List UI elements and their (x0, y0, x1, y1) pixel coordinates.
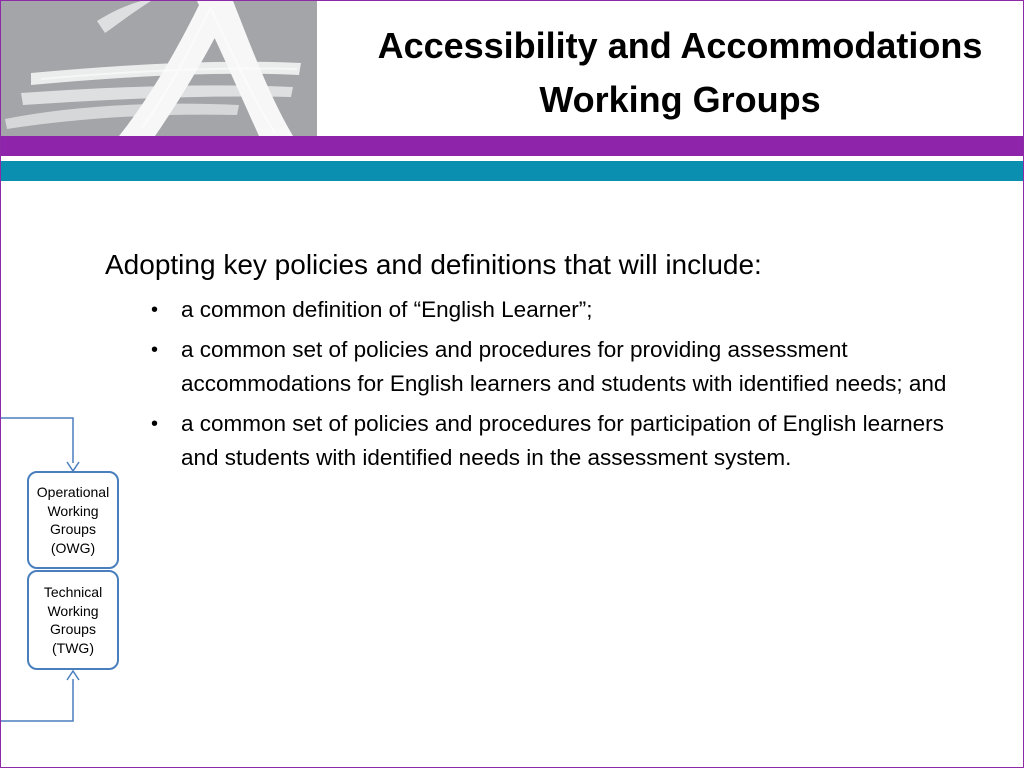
slide-title (337, 19, 1023, 127)
bullet-text: a common set of policies and procedures for providing assessment accommodations for English learners and students with identified needs; and (181, 337, 947, 396)
bullet-dot-icon: • (151, 339, 159, 361)
bullet-text: a common definition of “English Learner”; (181, 297, 593, 322)
owg-line: Operational (36, 484, 110, 500)
arrow-up-icon (67, 671, 79, 680)
top-connector-line (1, 418, 73, 463)
twg-node (27, 570, 119, 670)
twg-line: Technical (43, 584, 103, 600)
twg-line: Working (47, 602, 99, 619)
working-groups-diagram (1, 411, 141, 731)
lead-text: Adopting key policies and definitions that will include: (105, 249, 762, 280)
twg-line: (TWG) (52, 639, 94, 656)
owg-line: Working (47, 502, 99, 519)
logo-graphic (1, 1, 317, 136)
bullet-item (149, 407, 985, 475)
title-line-1: Accessibility and Accommodations (377, 25, 983, 66)
bullet-dot-icon: • (151, 299, 159, 321)
title-line-2: Working Groups (539, 79, 821, 120)
bottom-connector-line (1, 679, 73, 721)
owg-node (27, 471, 119, 569)
bullet-list (105, 293, 985, 475)
bullet-dot-icon: • (151, 413, 159, 435)
bullet-item (149, 293, 985, 327)
arrow-down-icon (67, 462, 79, 471)
owg-line: (OWG) (50, 539, 96, 556)
twg-line: Groups (50, 621, 96, 637)
teal-header-bar (1, 161, 1023, 181)
purple-header-bar (1, 136, 1023, 156)
brushstroke-a-logo (1, 1, 317, 136)
owg-line: Groups (50, 521, 96, 537)
bullet-item (149, 333, 985, 401)
slide-content (105, 245, 985, 481)
bullet-text: a common set of policies and procedures for participation of English learners and students with identified needs in the assessment system. (181, 411, 944, 470)
